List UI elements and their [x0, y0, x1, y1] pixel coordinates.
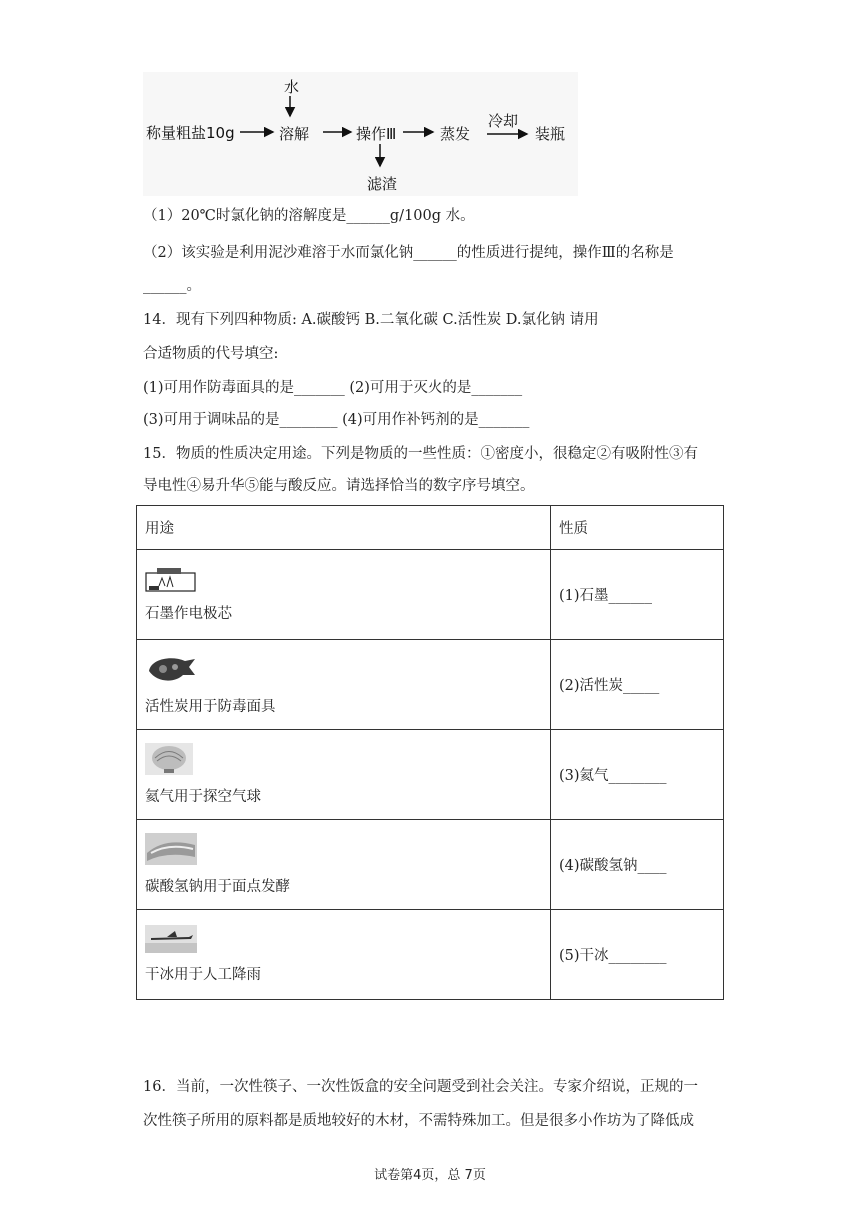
- use-cell: [137, 820, 551, 910]
- q14-line2: 合适物质的代号填空:: [143, 346, 279, 362]
- table-row: [137, 910, 724, 1000]
- table-row: [137, 730, 724, 820]
- use-text: 干冰用于人工降雨: [145, 967, 261, 983]
- balloon-image: [145, 743, 193, 775]
- q14-row2: (3)可用于调味品的是________ (4)可用作补钙剂的是_______: [143, 412, 530, 428]
- page-footer: 试卷第4页，总 7页: [374, 1168, 486, 1183]
- flow-evaporate: 蒸发: [440, 125, 471, 143]
- q13-part1: （1）20℃时氯化钠的溶解度是______g/100g 水。: [143, 208, 475, 224]
- gas-mask-image: [145, 653, 197, 685]
- graphite-electrode-image: [145, 566, 197, 592]
- table-header-row: [137, 506, 724, 550]
- q16-line1: 16．当前，一次性筷子、一次性饭盒的安全问题受到社会关注。专家介绍说，正规的一: [143, 1079, 698, 1095]
- use-cell: [137, 550, 551, 640]
- flow-dissolve: 溶解: [279, 125, 310, 143]
- q14-row1: (1)可用作防毒面具的是_______ (2)可用于灭火的是_______: [143, 380, 523, 396]
- use-property-table: [136, 505, 724, 1000]
- q13-part2-line2: ______。: [143, 278, 201, 294]
- flow-bottle: 装瓶: [535, 125, 566, 143]
- q14-line1: 14．现有下列四种物质: A.碳酸钙 B.二氧化碳 C.活性炭 D.氯化钠 请用: [143, 312, 599, 328]
- property-cell: (5)干冰________: [551, 910, 724, 1000]
- use-text: 碳酸氢钠用于面点发酵: [145, 879, 290, 895]
- use-text: 活性炭用于防毒面具: [145, 699, 276, 715]
- header-use: 用途: [137, 506, 551, 550]
- table-row: [137, 550, 724, 640]
- q15-line1: 15．物质的性质决定用途。下列是物质的一些性质：①密度小，很稳定②有吸附性③有: [143, 446, 698, 462]
- use-cell: [137, 910, 551, 1000]
- property-cell: (4)碳酸氢钠____: [551, 820, 724, 910]
- q15-line2: 导电性④易升华⑤能与酸反应。请选择恰当的数字序号填空。: [143, 478, 535, 494]
- salt-purification-flowchart: [143, 72, 578, 196]
- property-cell: (3)氦气________: [551, 730, 724, 820]
- use-text: 氦气用于探空气球: [145, 789, 261, 805]
- use-cell: [137, 640, 551, 730]
- use-text: 石墨作电极芯: [145, 606, 232, 622]
- flow-water: 水: [284, 78, 300, 96]
- header-property: 性质: [551, 506, 724, 550]
- q16-line2: 次性筷子所用的原料都是质地较好的木材，不需特殊加工。但是很多小作坊为了降低成: [143, 1113, 694, 1129]
- property-cell: (2)活性炭_____: [551, 640, 724, 730]
- flow-weigh-salt: 称量粗盐10g: [146, 124, 235, 142]
- flow-operation-3: 操作Ⅲ: [356, 125, 397, 143]
- table-row: [137, 640, 724, 730]
- flow-residue: 滤渣: [367, 175, 398, 193]
- use-cell: [137, 730, 551, 820]
- q13-part2-line1: （2）该实验是利用泥沙难溶于水而氯化钠______的性质进行提纯，操作Ⅲ的名称是: [143, 245, 674, 261]
- airplane-image: [145, 925, 197, 953]
- property-cell: (1)石墨______: [551, 550, 724, 640]
- flow-cool: 冷却: [488, 112, 519, 130]
- table-row: [137, 820, 724, 910]
- bread-image: [145, 833, 197, 865]
